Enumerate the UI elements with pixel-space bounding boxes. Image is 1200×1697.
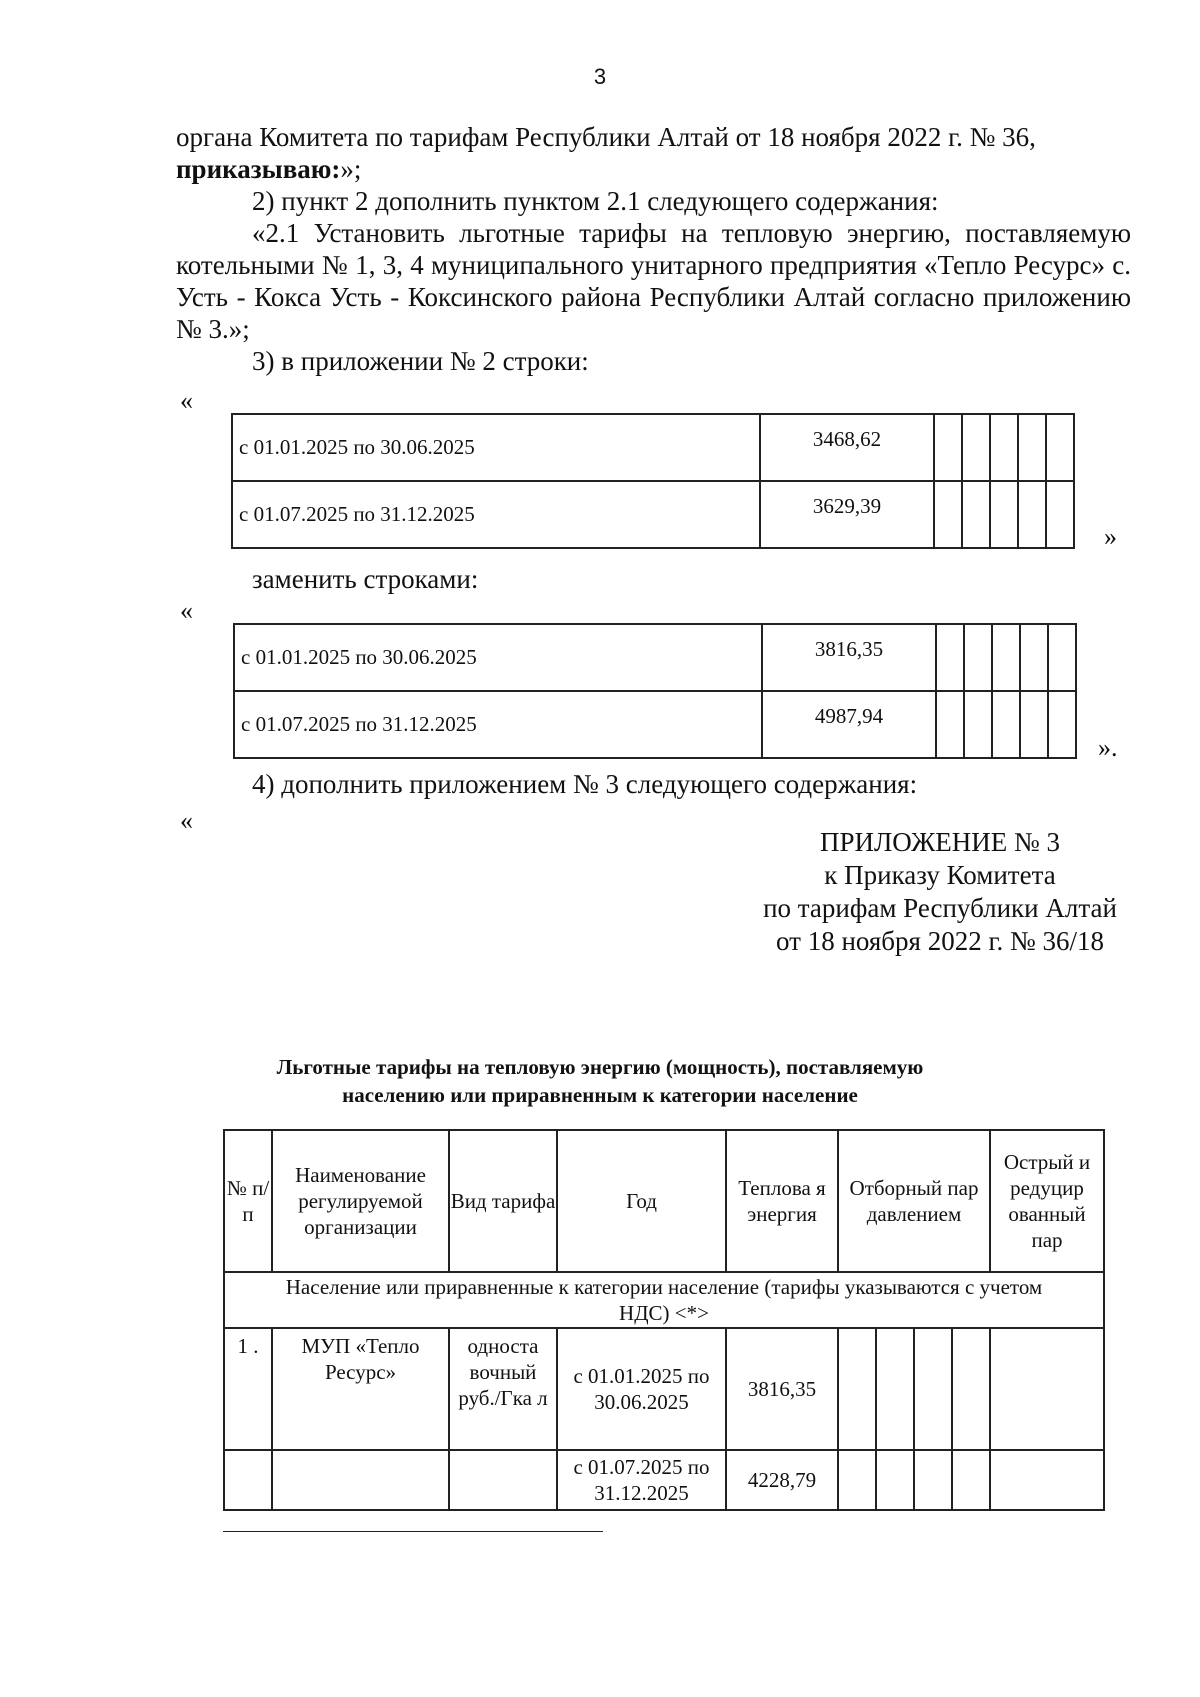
- header-org: Наименование регулируемой организации: [272, 1130, 449, 1272]
- header-type: Вид тарифа: [449, 1130, 557, 1272]
- header-year: Год: [557, 1130, 726, 1272]
- paragraph-6: 4) дополнить приложением № 3 следующего содержания:: [252, 769, 918, 799]
- header-heat: Теплова я энергия: [726, 1130, 838, 1272]
- table-row: с 01.07.2025 по 31.12.2025 4228,79: [224, 1450, 1104, 1510]
- table-row: с 01.01.2025 по 30.06.2025 3468,62: [232, 414, 1074, 481]
- paragraph-1: органа Комитета по тарифам Республики Алтай от 18 ноября 2022 г. № 36, приказываю:»;: [176, 122, 1036, 184]
- table-row: с 01.01.2025 по 30.06.2025 3816,35: [234, 624, 1076, 691]
- table-title: Льготные тарифы на тепловую энергию (мощность), поставляемую населению или приравненным к категории население: [276, 1055, 924, 1107]
- open-quote-3: «: [180, 806, 193, 835]
- appendix-heading: ПРИЛОЖЕНИЕ № 3 к Приказу Комитета по тарифам Республики Алтай от 18 ноября 2022 г. № 36/18: [740, 826, 1140, 958]
- body-paragraphs: [176, 121, 1131, 377]
- table-row: с 01.07.2025 по 31.12.2025 4987,94: [234, 691, 1076, 758]
- header-sharp-steam: Острый и редуцир ованный пар: [990, 1130, 1104, 1272]
- table-header-row: [224, 1130, 1104, 1272]
- header-steam: Отборный пар давлением: [838, 1130, 990, 1272]
- tariff-table: [223, 1129, 1105, 1511]
- open-quote-2: «: [180, 596, 193, 625]
- table-row: с 01.07.2025 по 31.12.2025 3629,39: [232, 481, 1074, 548]
- paragraph-5: заменить строками:: [252, 564, 479, 594]
- old-rows-table: [231, 413, 1075, 549]
- new-rows-table: [233, 623, 1077, 759]
- close-quote-1: »: [1104, 522, 1117, 551]
- footnote-divider: [223, 1531, 603, 1532]
- close-quote-2: ».: [1098, 733, 1118, 762]
- header-num: № п/ п: [224, 1130, 272, 1272]
- table-row: 1 . МУП «Тепло Ресурс» односта вочный руб./Гка л с 01.01.2025 по 30.06.2025 3816,35: [224, 1328, 1104, 1450]
- open-quote-1: «: [180, 386, 193, 415]
- page-number: 3: [593, 64, 607, 89]
- section-row: Население или приравненные к категории население (тарифы указываются с учетом НДС) <*>: [224, 1272, 1104, 1328]
- paragraph-4: 3) в приложении № 2 строки:: [252, 346, 589, 376]
- paragraph-3: «2.1 Установить льготные тарифы на тепловую энергию, поставляемую котельными № 1, 3, 4 муниципального унитарного предприятия «Тепло Ресурс» с. Усть - Кокса Усть - Коксинского района Республики Алтай согласно приложению № 3.»;: [176, 218, 1131, 344]
- appendix-title: ПРИЛОЖЕНИЕ № 3: [819, 827, 1061, 857]
- paragraph-2: 2) пункт 2 дополнить пунктом 2.1 следующего содержания:: [252, 186, 939, 216]
